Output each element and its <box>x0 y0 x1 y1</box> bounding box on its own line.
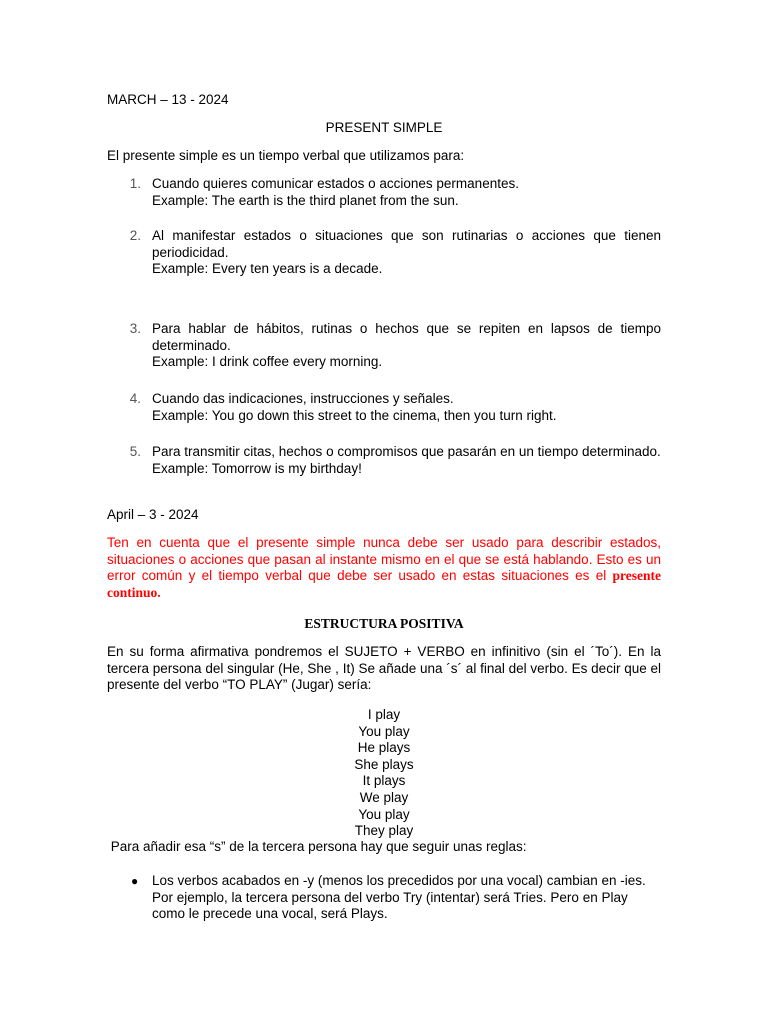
date-heading-march: MARCH – 13 - 2024 <box>107 92 229 107</box>
list-item <box>107 391 661 424</box>
list-item-example: Example: Tomorrow is my birthday! <box>152 460 362 476</box>
list-item-example: Example: Every ten years is a decade. <box>152 261 383 277</box>
list-item <box>107 321 661 371</box>
list-item <box>107 176 661 209</box>
conjugation-line: They play <box>354 823 414 839</box>
conjugation-line: You play <box>358 806 410 822</box>
list-number: 3. <box>129 321 141 336</box>
warning-text: Ten en cuenta que el presente simple nunca debe ser usado para describir estados, situaciones o acciones que pasan al instante mismo en el que se está hablando. Esto es un error común y el tiempo verbal que debe ser usado en estas situaciones es el <box>107 535 661 584</box>
list-item-text: Al manifestar estados o situaciones que son rutinarias o acciones que tienen periodicidad. <box>152 228 661 260</box>
list-item <box>107 444 661 477</box>
conjugation-line: He plays <box>357 740 411 756</box>
list-item-text: Cuando das indicaciones, instrucciones y señales. <box>152 391 454 406</box>
conjugation-list <box>107 707 661 840</box>
list-number: 4. <box>129 391 141 406</box>
page-title: PRESENT SIMPLE <box>325 120 443 135</box>
intro-paragraph: El presente simple es un tiempo verbal que utilizamos para: <box>107 148 465 163</box>
bullet-icon: ● <box>131 874 139 888</box>
list-number: 2. <box>129 228 141 243</box>
list-number: 5. <box>129 444 141 459</box>
warning-paragraph <box>107 535 661 601</box>
conjugation-line: You play <box>358 723 410 739</box>
date-heading-april: April – 3 - 2024 <box>107 507 199 522</box>
list-item-example: Example: You go down this street to the cinema, then you turn right. <box>152 407 557 423</box>
list-number: 1. <box>129 176 141 191</box>
conjugation-line: We play <box>359 789 409 805</box>
bullet-item <box>107 873 661 923</box>
list-item <box>107 228 661 278</box>
warning-emphasis: presente continuo. <box>107 568 661 600</box>
rules-intro: Para añadir esa “s” de la tercera persona hay que seguir unas reglas: <box>107 839 527 854</box>
list-item-text: Para transmitir citas, hechos o compromisos que pasarán en un tiempo determinado. <box>152 444 661 459</box>
list-item-example: Example: I drink coffee every morning. <box>152 354 383 370</box>
conjugation-line: She plays <box>354 756 414 772</box>
conjugation-line: I play <box>367 707 401 722</box>
list-item-text: Para hablar de hábitos, rutinas o hechos que se repiten en lapsos de tiempo determinado. <box>152 321 661 353</box>
structure-paragraph: En su forma afirmativa pondremos el SUJETO + VERBO en infinitivo (sin el ´To´). En la tercera persona del singular (He, She , It) Se añade una ´s´ al final del verbo. Es decir que el presente del verbo “TO PLAY” (Jugar) sería: <box>107 644 661 693</box>
list-item-text: Cuando quieres comunicar estados o acciones permanentes. <box>152 176 519 191</box>
list-item-example: Example: The earth is the third planet from the sun. <box>152 192 459 208</box>
bullet-text: Los verbos acabados en -y (menos los precedidos por una vocal) cambian en -ies. Por ejemplo, la tercera persona del verbo Try (intentar) será Tries. Pero en Play como le precede una vocal, será Plays. <box>152 873 646 922</box>
section-heading: ESTRUCTURA POSITIVA <box>304 616 464 631</box>
conjugation-line: It plays <box>362 773 406 789</box>
